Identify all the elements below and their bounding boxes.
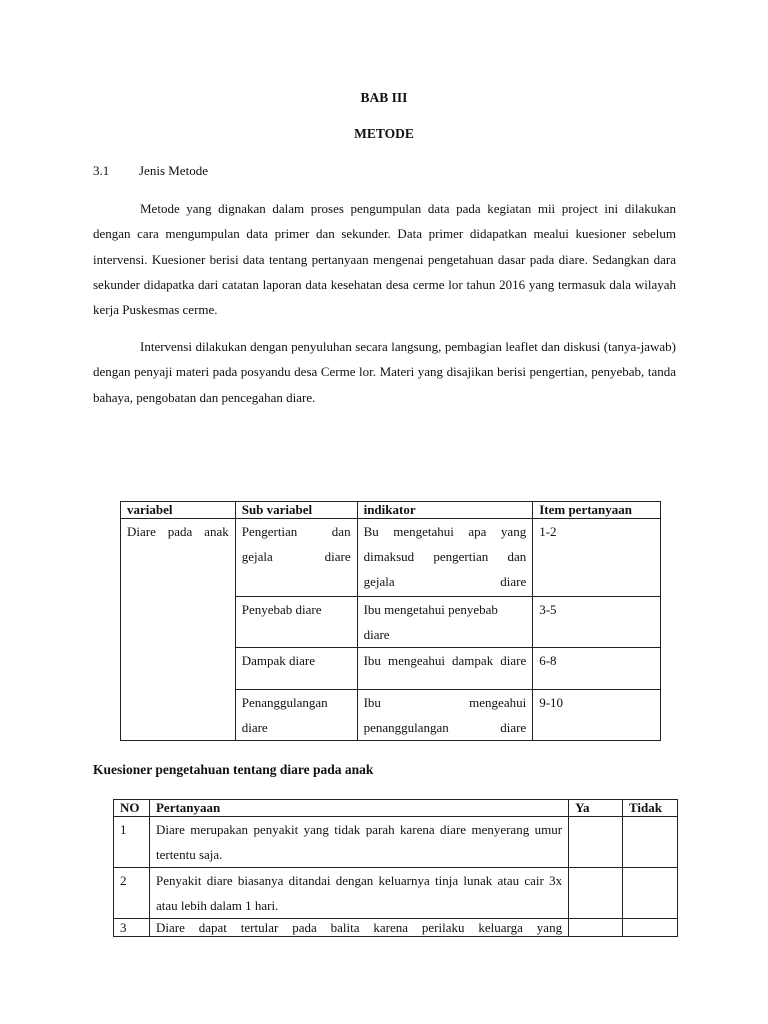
header-no: NO (114, 800, 150, 817)
table-row (114, 919, 678, 937)
question-text: Diare dapat tertular pada balita karena perilaku keluarga yang (149, 919, 568, 937)
indicator-cell: Ibu mengeahui dampak diare (357, 648, 533, 690)
table-header-row (114, 800, 678, 817)
section-title: Jenis Metode (139, 163, 208, 178)
question-number: 3 (114, 919, 150, 937)
chapter-title: METODE (354, 126, 414, 141)
answer-tidak-cell[interactable] (623, 817, 678, 868)
table-row (121, 519, 661, 597)
header-item-pertanyaan: Item pertanyaan (533, 502, 661, 519)
answer-ya-cell[interactable] (569, 868, 623, 919)
indicator-cell: Ibu mengeahui penanggulangan diare (357, 690, 533, 741)
header-pertanyaan: Pertanyaan (149, 800, 568, 817)
questionnaire-caption: Kuesioner pengetahuan tentang diare pada anak (93, 762, 374, 777)
variable-cell: Diare pada anak (121, 519, 236, 741)
paragraph-2: Intervensi dilakukan dengan penyuluhan secara langsung, pembagian leaflet dan diskusi (tanya-jawab) dengan penyaji materi pada posyandu desa Cerme lor. Materi yang disajikan berisi pengertian, penyebab, tanda bahaya, pengobatan dan pencegahan diare. (93, 339, 676, 405)
items-cell: 1-2 (533, 519, 661, 597)
answer-tidak-cell[interactable] (623, 919, 678, 937)
paragraph-1: Metode yang dignakan dalam proses pengumpulan data pada kegiatan mii project ini dilakukan dengan cara mengumpulan data primer dan sekunder. Data primer didapatkan mealui kuesioner sebelum intervensi. Kuesioner berisi data tentang pertanyaan mengenai pengetahuan dasar pada diare. Sedangkan dara sekunder didapatka dari catatan laporan data kesehatan desa cerme lor tahun 2016 yang termasuk dala wilayah kerja Puskesmas cerme. (93, 201, 676, 318)
question-text: Penyakit diare biasanya ditandai dengan keluarnya tinja lunak atau cair 3x atau lebih dalam 1 hari. (149, 868, 568, 919)
section-heading (93, 163, 208, 179)
answer-ya-cell[interactable] (569, 817, 623, 868)
sub-variable-cell: Penanggulangan diare (235, 690, 357, 741)
sub-variable-cell: Pengertian dan gejala diare (235, 519, 357, 597)
items-cell: 6-8 (533, 648, 661, 690)
items-cell: 9-10 (533, 690, 661, 741)
section-number: 3.1 (93, 163, 110, 178)
variable-table (120, 501, 661, 741)
indicator-cell: Bu mengetahui apa yang dimaksud pengertian dan gejala diare (357, 519, 533, 597)
answer-ya-cell[interactable] (569, 919, 623, 937)
header-variabel: variabel (121, 502, 236, 519)
question-text: Diare merupakan penyakit yang tidak parah karena diare menyerang umur tertentu saja. (149, 817, 568, 868)
table-row (114, 817, 678, 868)
question-number: 1 (114, 817, 150, 868)
header-ya: Ya (569, 800, 623, 817)
items-cell: 3-5 (533, 597, 661, 648)
header-sub-variabel: Sub variabel (235, 502, 357, 519)
chapter-heading: BAB III (360, 90, 408, 105)
header-tidak: Tidak (623, 800, 678, 817)
sub-variable-cell: Dampak diare (235, 648, 357, 690)
questionnaire-table (113, 799, 678, 937)
question-number: 2 (114, 868, 150, 919)
table-row (114, 868, 678, 919)
header-indikator: indikator (357, 502, 533, 519)
answer-tidak-cell[interactable] (623, 868, 678, 919)
sub-variable-cell: Penyebab diare (235, 597, 357, 648)
table-header-row (121, 502, 661, 519)
indicator-cell: Ibu mengetahui penyebab diare (357, 597, 533, 648)
